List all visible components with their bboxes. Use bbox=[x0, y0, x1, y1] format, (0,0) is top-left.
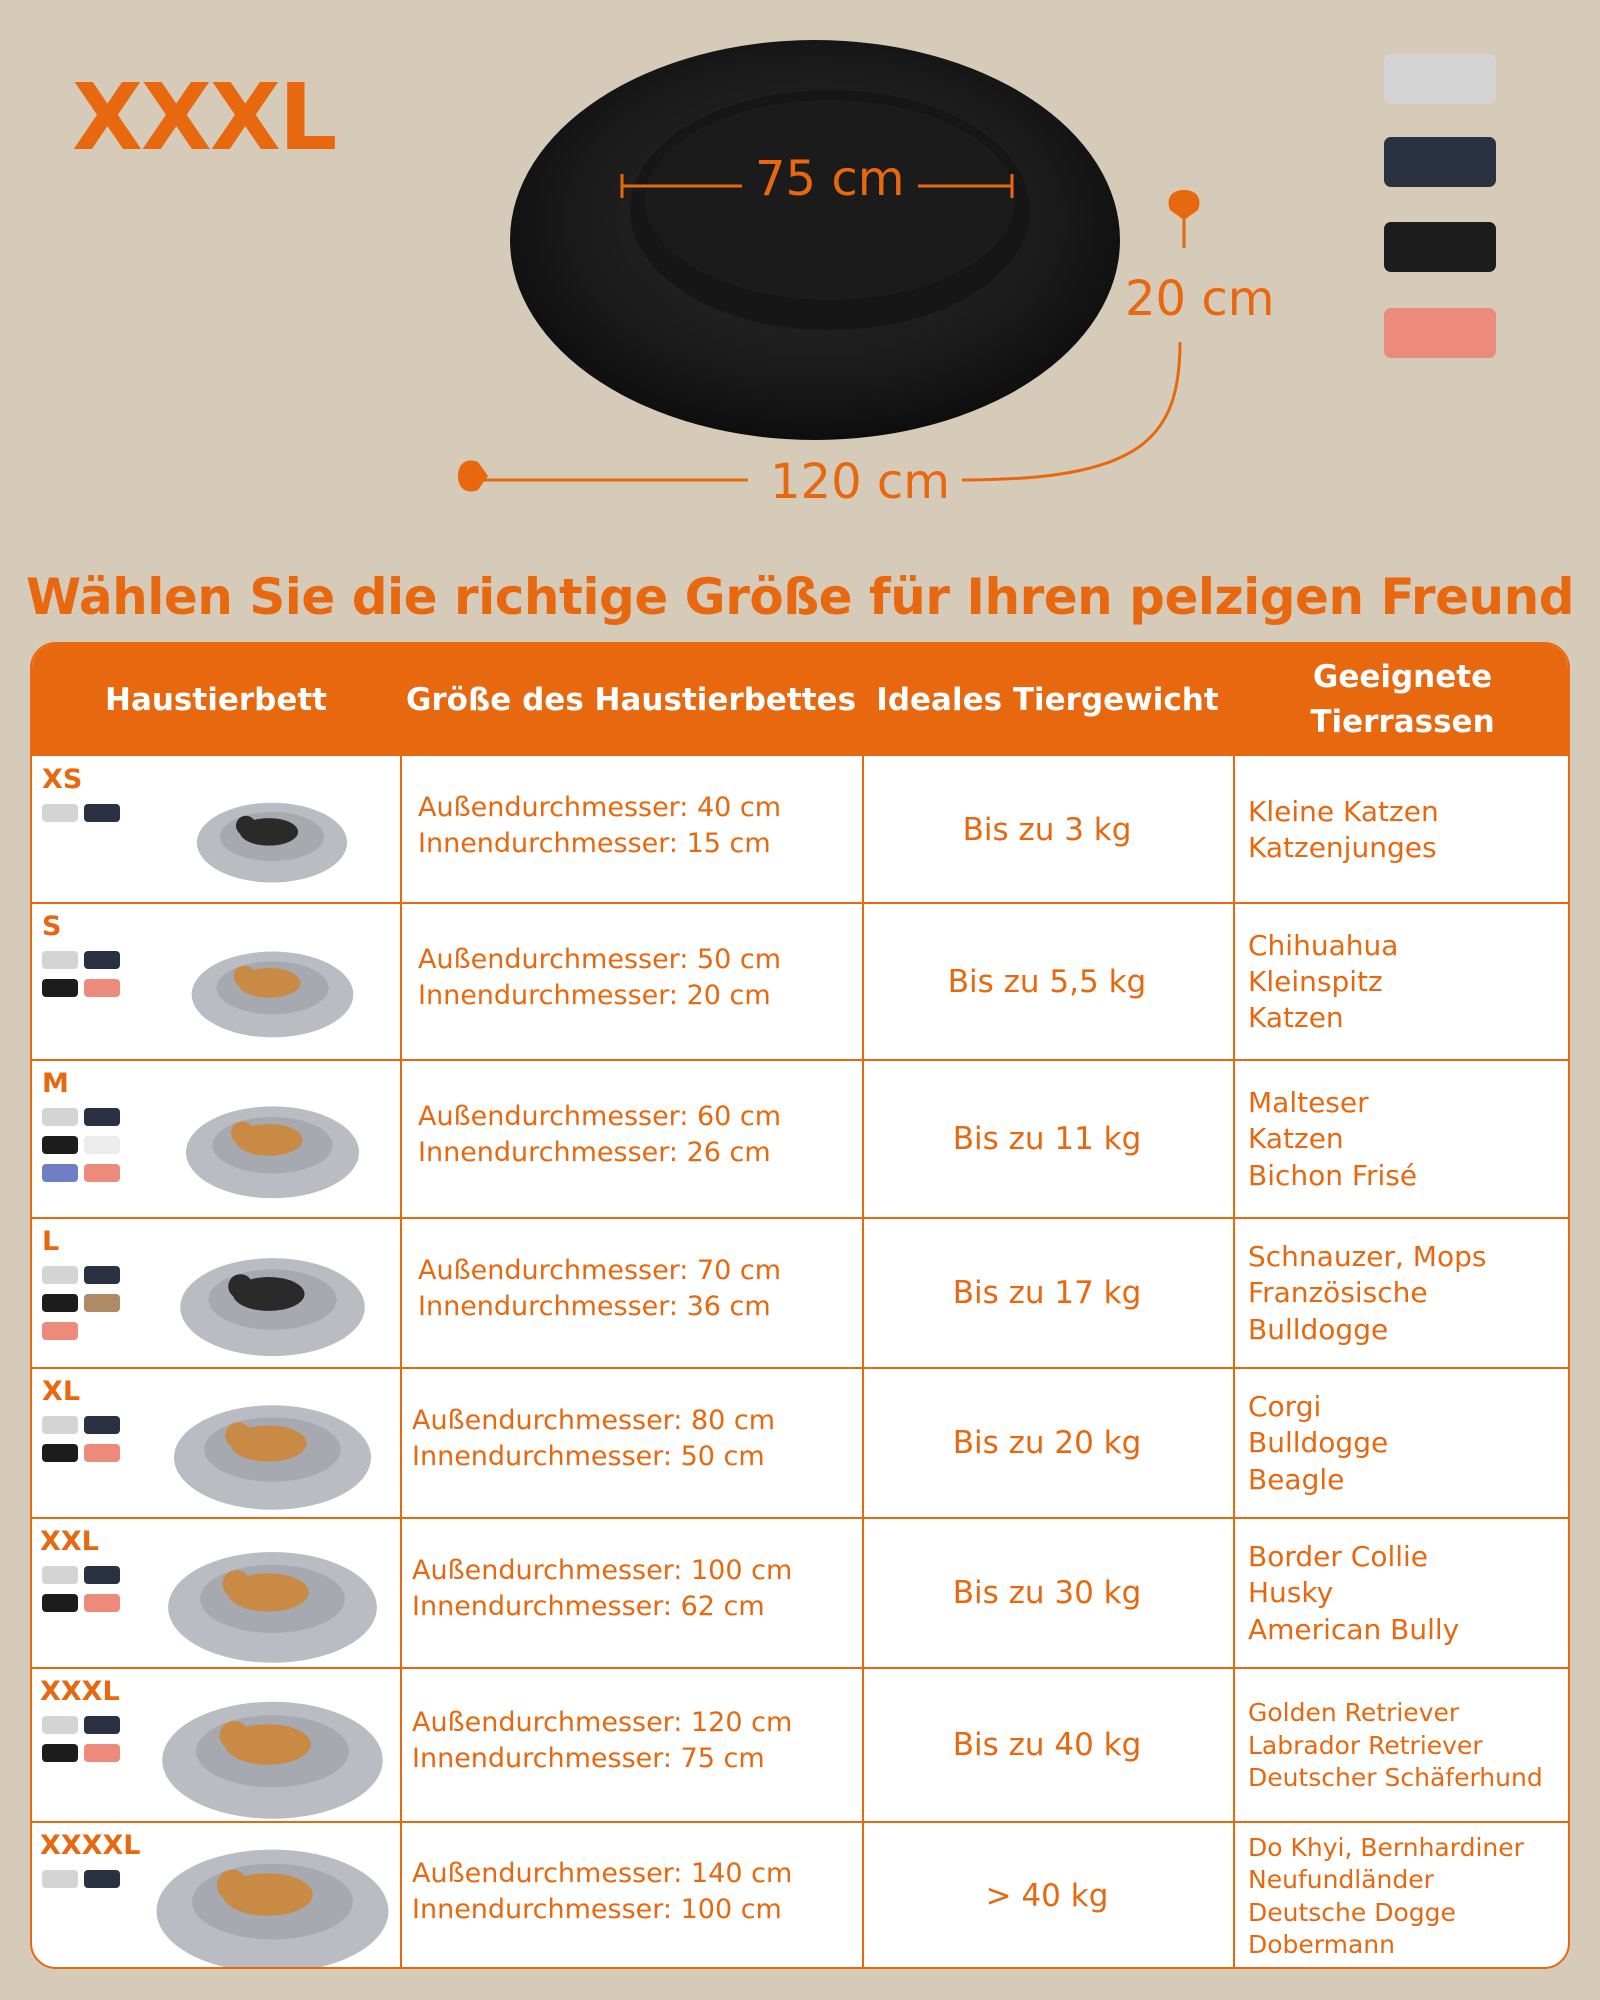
breed-item: Schnauzer, Mops bbox=[1248, 1240, 1487, 1273]
breed-item: Bulldogge bbox=[1248, 1312, 1389, 1346]
pet-bed-thumbnail bbox=[195, 792, 349, 884]
bed-size-cell bbox=[412, 1553, 792, 1626]
row-color-swatch[interactable] bbox=[84, 1108, 120, 1126]
color-swatch-pink[interactable] bbox=[1384, 308, 1496, 358]
row-color-swatch[interactable] bbox=[42, 1164, 78, 1182]
inner-diameter-value: Innendurchmesser: 26 cm bbox=[418, 1137, 771, 1169]
ideal-weight-value: Bis zu 20 kg bbox=[952, 1425, 1142, 1461]
bed-size-cell bbox=[412, 1856, 792, 1929]
suitable-breeds-cell bbox=[1248, 1085, 1417, 1194]
breed-item: Neufundländer bbox=[1248, 1865, 1434, 1894]
breed-item: Beagle bbox=[1248, 1462, 1345, 1496]
breed-item: Kleinspitz bbox=[1248, 964, 1383, 998]
outer-diameter-value: Außendurchmesser: 70 cm bbox=[418, 1255, 782, 1286]
outer-diameter-label: 120 cm bbox=[770, 454, 951, 510]
bed-size-cell bbox=[412, 1403, 775, 1476]
outer-diameter-value: Außendurchmesser: 40 cm bbox=[418, 791, 782, 823]
inner-diameter-label: 75 cm bbox=[755, 151, 905, 207]
pet-bed-thumbnail bbox=[172, 1391, 373, 1512]
breed-item: Do Khyi, Bernhardiner bbox=[1248, 1832, 1524, 1862]
row-color-swatch[interactable] bbox=[42, 1566, 78, 1584]
row-color-swatch[interactable] bbox=[84, 1594, 120, 1612]
ideal-weight-value: > 40 kg bbox=[985, 1877, 1109, 1914]
outer-diameter-value: Außendurchmesser: 60 cm bbox=[418, 1101, 782, 1132]
suitable-breeds-cell bbox=[1248, 794, 1439, 867]
row-color-swatch[interactable] bbox=[84, 1566, 120, 1584]
breed-item: Kleine Katzen bbox=[1248, 794, 1439, 828]
size-table bbox=[30, 642, 1570, 1969]
row-size-label: L bbox=[42, 1226, 60, 1257]
row-color-swatch[interactable] bbox=[84, 1716, 120, 1734]
row-color-swatch[interactable] bbox=[42, 1716, 78, 1734]
row-color-swatch[interactable] bbox=[42, 1108, 78, 1126]
row-size-label: S bbox=[42, 911, 62, 942]
header-ideal-weight: Ideales Tiergewicht bbox=[862, 644, 1233, 756]
row-size-label: XXXL bbox=[40, 1676, 120, 1707]
breed-item: Labrador Retriever bbox=[1248, 1730, 1483, 1760]
row-color-swatch[interactable] bbox=[84, 1416, 120, 1434]
breed-item: Chihuahua bbox=[1248, 928, 1399, 962]
breed-item: Corgi bbox=[1248, 1390, 1322, 1423]
suitable-breeds-cell bbox=[1248, 1239, 1486, 1348]
row-color-swatch[interactable] bbox=[42, 1594, 78, 1612]
column-divider bbox=[400, 644, 402, 1967]
breed-item: Französische bbox=[1248, 1276, 1428, 1310]
bed-size-cell bbox=[418, 1099, 781, 1172]
pet-bed-image bbox=[505, 35, 1125, 445]
inner-diameter-value: Innendurchmesser: 62 cm bbox=[412, 1591, 765, 1623]
row-color-swatch[interactable] bbox=[42, 804, 78, 822]
header-suitable-breeds: Geeignete Tierrassen bbox=[1233, 644, 1570, 756]
outer-diameter-value: Außendurchmesser: 140 cm bbox=[412, 1857, 793, 1889]
pet-bed-thumbnail bbox=[178, 1245, 367, 1358]
row-size-label: XS bbox=[42, 764, 83, 795]
suitable-breeds-cell bbox=[1248, 1697, 1543, 1795]
suitable-breeds-cell bbox=[1248, 928, 1398, 1037]
color-swatch-navy[interactable] bbox=[1384, 137, 1496, 187]
pet-bed-thumbnail bbox=[160, 1686, 385, 1821]
suitable-breeds-cell bbox=[1248, 1389, 1388, 1498]
breed-item: Husky bbox=[1248, 1576, 1334, 1610]
breed-item: Katzen bbox=[1248, 1122, 1344, 1156]
row-color-swatch[interactable] bbox=[42, 1266, 78, 1284]
row-color-swatch[interactable] bbox=[42, 1136, 78, 1154]
bed-size-cell bbox=[418, 942, 781, 1015]
outer-diameter-value: Außendurchmesser: 80 cm bbox=[412, 1405, 776, 1436]
row-color-swatch[interactable] bbox=[42, 951, 78, 969]
row-color-swatch[interactable] bbox=[42, 1444, 78, 1462]
row-color-swatch[interactable] bbox=[84, 1136, 120, 1154]
pet-bed-thumbnail bbox=[184, 1094, 361, 1200]
row-color-swatch[interactable] bbox=[84, 1164, 120, 1182]
row-color-swatch[interactable] bbox=[42, 1744, 78, 1762]
row-divider bbox=[32, 1821, 1568, 1823]
row-color-swatch[interactable] bbox=[42, 979, 78, 997]
header-pet-bed: Haustierbett bbox=[32, 644, 400, 756]
suitable-breeds-cell bbox=[1248, 1832, 1524, 1962]
row-color-swatch[interactable] bbox=[84, 1266, 120, 1284]
inner-diameter-value: Innendurchmesser: 36 cm bbox=[418, 1291, 771, 1323]
breed-item: Dobermann bbox=[1248, 1930, 1395, 1959]
row-color-swatch[interactable] bbox=[42, 1416, 78, 1434]
row-size-label: XXL bbox=[40, 1526, 99, 1557]
ideal-weight-value: Bis zu 11 kg bbox=[952, 1121, 1142, 1157]
ideal-weight-value: Bis zu 40 kg bbox=[952, 1727, 1142, 1763]
height-label: 20 cm bbox=[1125, 271, 1275, 327]
breed-item: Katzenjunges bbox=[1248, 830, 1437, 864]
row-color-swatch[interactable] bbox=[84, 951, 120, 969]
outer-diameter-value: Außendurchmesser: 120 cm bbox=[412, 1707, 793, 1738]
row-color-swatch[interactable] bbox=[42, 1294, 78, 1312]
inner-diameter-value: Innendurchmesser: 50 cm bbox=[412, 1441, 765, 1473]
breed-item: American Bully bbox=[1248, 1612, 1460, 1646]
row-divider bbox=[32, 1059, 1568, 1061]
row-color-swatch[interactable] bbox=[84, 979, 120, 997]
breed-item: Deutscher Schäferhund bbox=[1248, 1763, 1543, 1792]
suitable-breeds-cell bbox=[1248, 1539, 1459, 1648]
row-color-swatch[interactable] bbox=[84, 1294, 120, 1312]
pet-bed-thumbnail bbox=[190, 940, 355, 1039]
color-swatch-black[interactable] bbox=[1384, 222, 1496, 272]
headline: Wählen Sie die richtige Größe für Ihren pelzigen Freund bbox=[26, 568, 1574, 626]
breed-item: Deutsche Dogge bbox=[1248, 1897, 1456, 1927]
row-divider bbox=[32, 1217, 1568, 1219]
row-color-swatch[interactable] bbox=[84, 804, 120, 822]
row-size-label: XL bbox=[42, 1376, 81, 1407]
bed-size-cell bbox=[412, 1705, 792, 1778]
bed-size-cell bbox=[418, 790, 781, 863]
pet-bed-thumbnail bbox=[154, 1833, 391, 1970]
outer-diameter-value: Außendurchmesser: 100 cm bbox=[412, 1555, 793, 1586]
breed-item: Bulldogge bbox=[1248, 1426, 1389, 1460]
breed-item: Katzen bbox=[1248, 1001, 1344, 1035]
inner-diameter-value: Innendurchmesser: 20 cm bbox=[418, 979, 771, 1011]
row-color-swatch[interactable] bbox=[84, 1870, 120, 1888]
row-color-swatch[interactable] bbox=[84, 1444, 120, 1462]
ideal-weight-value: Bis zu 3 kg bbox=[962, 811, 1132, 848]
inner-diameter-value: Innendurchmesser: 100 cm bbox=[412, 1893, 782, 1925]
breed-item: Bichon Frisé bbox=[1248, 1158, 1418, 1192]
hero-size-label: XXXL bbox=[72, 64, 336, 171]
inner-diameter-value: Innendurchmesser: 75 cm bbox=[412, 1743, 765, 1775]
row-size-label: XXXXL bbox=[40, 1830, 141, 1861]
breed-item: Golden Retriever bbox=[1248, 1698, 1460, 1727]
pet-bed-thumbnail bbox=[166, 1537, 379, 1665]
breed-item: Border Collie bbox=[1248, 1540, 1429, 1573]
inner-diameter-value: Innendurchmesser: 15 cm bbox=[418, 827, 771, 859]
row-color-swatch[interactable] bbox=[42, 1322, 78, 1340]
bed-size-cell bbox=[418, 1253, 781, 1326]
outer-diameter-value: Außendurchmesser: 50 cm bbox=[418, 943, 782, 975]
ideal-weight-value: Bis zu 17 kg bbox=[952, 1275, 1142, 1311]
row-size-label: M bbox=[42, 1068, 69, 1099]
row-divider bbox=[32, 1367, 1568, 1369]
breed-item: Malteser bbox=[1248, 1086, 1369, 1119]
ideal-weight-value: Bis zu 5,5 kg bbox=[947, 963, 1147, 1000]
row-divider bbox=[32, 902, 1568, 904]
color-swatch-light-gray[interactable] bbox=[1384, 54, 1496, 104]
row-color-swatch[interactable] bbox=[84, 1744, 120, 1762]
row-divider bbox=[32, 1517, 1568, 1519]
row-color-swatch[interactable] bbox=[42, 1870, 78, 1888]
header-bed-size: Größe des Haustierbettes bbox=[400, 644, 862, 756]
ideal-weight-value: Bis zu 30 kg bbox=[952, 1575, 1142, 1611]
row-divider bbox=[32, 1667, 1568, 1669]
